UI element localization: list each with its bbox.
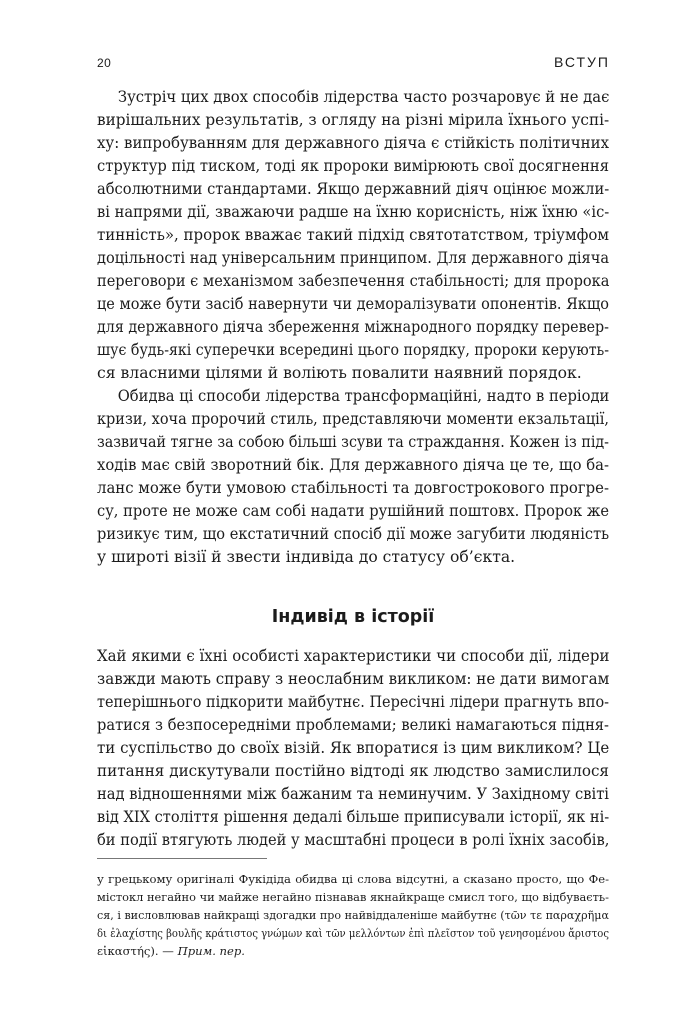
text-line: би події втягують людей у масштабні процеси в ролі їхніх засобів,	[97, 831, 610, 849]
footnote-line: у грецькому оригіналі Фукідіда обидва ці слова відсутні, а сказано просто, що Фе-	[97, 872, 609, 886]
text-line: ризикує тим, що екстатичний спосіб дії може загубити людяність	[97, 525, 610, 543]
footnote-line: ся, і висловлював найкращі здогадки про найвіддаленіше майбутнє (τῶν τε παραχρῆμα	[97, 908, 609, 922]
main-text	[97, 86, 609, 852]
running-head: ВСТУП	[553, 54, 610, 70]
text-line: завжди мають справу з неослабним викликом: не дати вимогам	[97, 670, 610, 688]
text-line: теперішнього підкорити майбутнє. Пересічні лідери прагнуть впо-	[97, 693, 610, 711]
text-line: Хай якими є їхні особисті характеристики чи способи дії, лідери	[97, 647, 610, 665]
text-line: тинність», пророк вважає такий підхід святотатством, тріумфом	[97, 226, 609, 244]
text-line: зазвичай тягне за собою більші зсуви та страждання. Кожен із під-	[97, 433, 610, 451]
text-line: вирішальних результатів, з огляду на різні мірила їхнього успі-	[97, 111, 610, 129]
text-line: переговори є механізмом забезпечення стабільності; для пророка	[97, 272, 610, 290]
text-line: для державного діяча збереження міжнародного порядку перевер-	[97, 318, 610, 336]
text-line: ланс може бути умовою стабільності та довгострокового прогре-	[97, 479, 609, 497]
text-line: над відношеннями між бажаним та неминучим. У Західному світі	[97, 785, 610, 803]
footnote-divider	[97, 858, 267, 859]
text-line: абсолютними стандартами. Якщо державний діяч оцінює можли-	[97, 180, 610, 198]
text-line: питання дискутували постійно відтоді як людство замислилося	[97, 762, 609, 780]
text-line: у широті візії й звести індивіда до статусу об’єкта.	[97, 548, 516, 566]
text-line: кризи, хоча пророчий стиль, представляючи моменти екзальтації,	[97, 410, 609, 428]
footnote-line: містокл негайно чи майже негайно пізнавав якнайкраще смисл того, що відбуваєть-	[97, 890, 609, 904]
text-line: ратися з безпосередніми проблемами; великі намагаються підня-	[97, 716, 609, 734]
text-line: структур під тиском, тоді як пророки вимірюють свої досягнення	[97, 157, 609, 175]
text-line: від XIX століття рішення дедалі більше приписували історії, як ні-	[97, 808, 610, 826]
footnote-line	[97, 942, 609, 960]
text-line: ти суспільство до своїх візій. Як впоратися із цим викликом? Це	[97, 739, 610, 757]
text-line: доцільності над універсальним принципом. Для державного діяча	[97, 249, 609, 267]
text-line: Зустріч цих двох способів лідерства часто розчаровує й не дає	[117, 88, 610, 106]
text-line: ходів має свій зворотний бік. Для державного діяча це те, що ба-	[97, 456, 609, 474]
footnote	[97, 870, 609, 960]
translator-note-label: Прим. пер.	[177, 944, 245, 958]
text-line: су, проте не може сам собі надати рушійний поштовх. Пророк же	[97, 502, 609, 520]
footnote-line: δι ἐλαχίστης βουλῆς κράτιστος γνώμων καὶ τῶν μελλόντων ἐπὶ πλεῖστον τοῦ γενησομένου ἄριστος	[97, 926, 610, 940]
text-line: це може бути засіб навернути чи деморалізувати опонентів. Якщо	[97, 295, 609, 313]
text-line: ві напрями дії, зважаючи радше на їхню корисність, ніж їхню «іс-	[97, 203, 610, 221]
text-line: ху: випробуванням для державного діяча є стійкість політичних	[97, 134, 609, 152]
text-line: Обидва ці способи лідерства трансформаційні, надто в періоди	[117, 387, 610, 405]
paragraph-3	[97, 645, 609, 852]
text-line: шує будь-які суперечки всередині цього порядку, пророки керують-	[97, 341, 610, 359]
page-number: 20	[97, 56, 112, 70]
paragraph-2	[97, 385, 609, 569]
section-heading: Індивід в історії	[271, 607, 435, 627]
paragraph-1	[97, 86, 609, 385]
footnote-last-text: εἰκαστής). —	[97, 944, 178, 958]
text-line: ся власними цілями й воліють повалити наявний порядок.	[97, 364, 582, 382]
